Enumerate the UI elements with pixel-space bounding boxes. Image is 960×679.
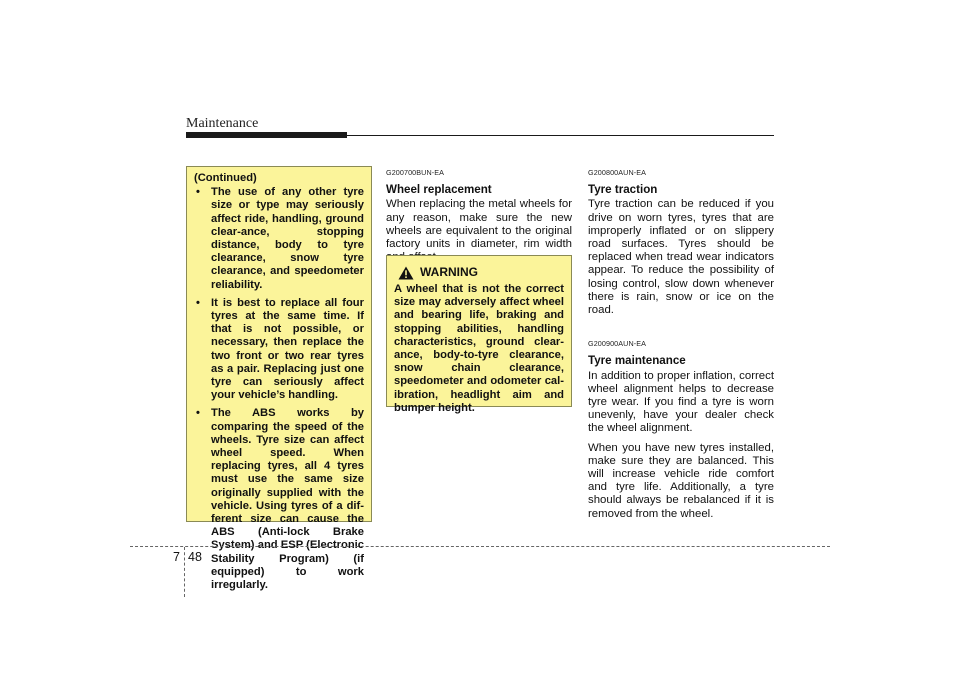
continued-label: (Continued) [194,172,257,184]
page-header-title: Maintenance [186,116,259,131]
warning-box [386,255,572,414]
section-code: G200900AUN-EA [588,339,647,349]
header-thick-rule [186,132,347,138]
section-paragraph: Tyre traction can be reduced if you drive on worn tyres, tyres that are improperly inflated or on slippery road surfaces. Tyres should be replaced when tread wear indicators appear. To reduce the possibility of losing control, slow down whenever there is rain, snow or ice on the road. [588,198,774,317]
header-thin-rule [347,135,774,136]
bullet-item: • The use of any other tyre size or type may seriously affect ride, handling, ground clear-ance, stopping distance, body to tyre clearance, snow tyre clearance, and speedometer reliability. [194,186,364,292]
section-code: G200800AUN-EA [588,168,647,177]
caution-bullet-list [194,186,364,592]
section-paragraph: When you have new tyres installed, make sure they are balanced. This will increase vehicle ride comfort and tyre life. Additionally, a tyre should always be rebalanced if it is removed from the wheel. [588,441,774,520]
page-number: 48 [188,550,202,564]
section-code: G200700BUN-EA [386,168,445,177]
footer-vertical-rule [184,547,185,597]
section-heading: Wheel replacement [386,183,492,197]
warning-triangle-icon [398,266,414,280]
warning-text: A wheel that is not the correct size may adversely affect wheel and bearing life, braking and stopping abilities, handling characteristics, ground clear-ance, body-to-tyre clearance, snow chain clearance, speedometer and odometer cal-ibration, headlight aim and bumper height. [394,283,564,414]
section-paragraph: When replacing the metal wheels for any reason, make sure the new wheels are equivalent to the original factory units in diameter, rim width [386,198,572,251]
bullet-item: • The ABS works by comparing the speed of the wheels. Tyre size can affect wheel speed. When replacing tyres, all 4 tyres must use the same size originally supplied with the vehicle. Using tyres of a dif-ferent size can cause the ABS (Anti-lock Brake System) and ESP (Electronic Stability Program) (if equipped) to work irregularly. [194,407,364,592]
section-heading: Tyre traction [588,183,658,197]
right-column [588,166,774,527]
warning-title: WARNING [420,265,478,280]
chapter-number: 7 [173,550,180,564]
section-paragraph: In addition to proper inflation, correct wheel alignment helps to decrease tyre wear. If you find a tyre is worn unevenly, have your dealer check the wheel alignment. [588,369,774,435]
bullet-item: • It is best to replace all four tyres at the same time. If that is not possible, or necessary, then replace the two front or two rear tyres as a pair. Replacing just one tyre can seriously affect your vehicle’s handling. [194,297,364,403]
warning-title-row [394,266,564,280]
section-heading: Tyre maintenance [588,354,686,368]
footer-dashed-rule [130,546,830,547]
